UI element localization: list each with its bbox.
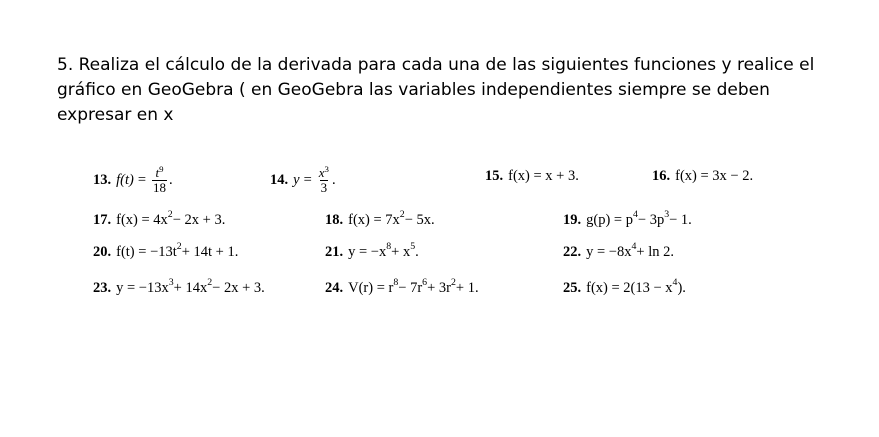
denominator: 3 xyxy=(320,180,328,195)
numerator: x xyxy=(318,165,325,180)
exponent: 9 xyxy=(159,164,164,175)
exponent: 3 xyxy=(324,164,329,175)
expression-part: + 1. xyxy=(455,280,479,296)
expression-part: y = −8x xyxy=(586,244,632,260)
expression-part: f(x) = 7x xyxy=(348,212,400,228)
problem-18: 18. f(x) = 7x $^2$ − 5x. xyxy=(325,209,435,228)
expression-part: + ln 2. xyxy=(636,244,674,260)
problem-number: 18. xyxy=(325,212,344,228)
problem-number: 22. xyxy=(563,244,582,260)
expression-part: y = −x xyxy=(348,244,387,260)
expression-part: + 3r xyxy=(427,280,451,296)
period: . xyxy=(331,172,336,188)
expression-part: + 14t + 1. xyxy=(181,244,239,260)
problem-number: 15. xyxy=(485,168,504,184)
problem-22: 22. y = −8x $^4$ + ln 2. xyxy=(563,241,674,260)
expression-part: V(r) = r xyxy=(348,280,394,296)
problem-16 xyxy=(652,168,753,185)
expression-part: − 2x + 3. xyxy=(212,280,265,296)
expression: f(x) = x + 3. xyxy=(508,168,579,184)
expression-part: − 2x + 3. xyxy=(172,212,226,228)
problem-number: 19. xyxy=(563,212,582,228)
expression-part: g(p) = p xyxy=(586,212,633,228)
problem-number: 23. xyxy=(93,280,112,296)
expression-part: − 5x. xyxy=(404,212,435,228)
problem-number: 25. xyxy=(563,280,582,296)
expression-part: f(t) = −13t xyxy=(116,244,177,260)
problem-number: 17. xyxy=(93,212,112,228)
expression-part: − 7r xyxy=(398,280,423,296)
problem-25: 25. f(x) = 2(13 − x $^4$ ). xyxy=(563,277,686,296)
period: . xyxy=(169,172,173,188)
fraction xyxy=(152,166,167,195)
expression-part: + x xyxy=(391,244,411,260)
expression-part: y = −13x xyxy=(116,280,169,296)
problem-21: 21. y = −x $^8$ + x $^5$ . xyxy=(325,241,419,260)
fraction xyxy=(318,166,330,195)
expression-part: ). xyxy=(677,280,686,296)
problem-15 xyxy=(485,168,579,185)
problem-number: 21. xyxy=(325,244,344,260)
problem-17: 17. f(x) = 4x $^2$ − 2x + 3. xyxy=(93,209,226,228)
numerator: t xyxy=(155,165,160,180)
equals: = xyxy=(303,172,312,188)
problem-20: 20. f(t) = −13t $^2$ + 14t + 1. xyxy=(93,241,239,260)
expression-part: + 14x xyxy=(173,280,208,296)
expression-part: f(x) = 2(13 − x xyxy=(586,280,673,296)
problem-number: 13. xyxy=(93,172,112,188)
problem-23: 23. y = −13x $^3$ + 14x $^2$ − 2x + 3. xyxy=(93,277,265,296)
problem-19: 19. g(p) = p $^4$ − 3p $^3$ − 1. xyxy=(563,209,692,228)
expression-part: − 1. xyxy=(669,212,692,228)
denominator: 18 xyxy=(153,180,167,195)
problem-13 xyxy=(93,166,173,195)
expression-part: − 3p xyxy=(637,212,665,228)
problem-14 xyxy=(270,166,336,195)
expression: f(x) = 3x − 2. xyxy=(675,168,754,184)
equals: = xyxy=(137,172,147,188)
expression-part: f(x) = 4x xyxy=(116,212,168,228)
lhs: y xyxy=(293,172,300,188)
lhs: f(t) xyxy=(116,172,134,188)
instruction-text: 5. Realiza el cálculo de la derivada para cada una de las siguientes funciones y realice el gráfico en GeoGebra ( en GeoGebra las variables independientes siempre se deben expresar en x xyxy=(57,55,815,125)
problem-number: 20. xyxy=(93,244,112,260)
problem-number: 24. xyxy=(325,280,344,296)
problem-number: 14. xyxy=(270,172,289,188)
problem-number: 16. xyxy=(652,168,671,184)
problem-24: 24. V(r) = r $^8$ − 7r $^6$ + 3r $^2$ + 1. xyxy=(325,277,479,296)
expression-part: . xyxy=(415,244,419,260)
